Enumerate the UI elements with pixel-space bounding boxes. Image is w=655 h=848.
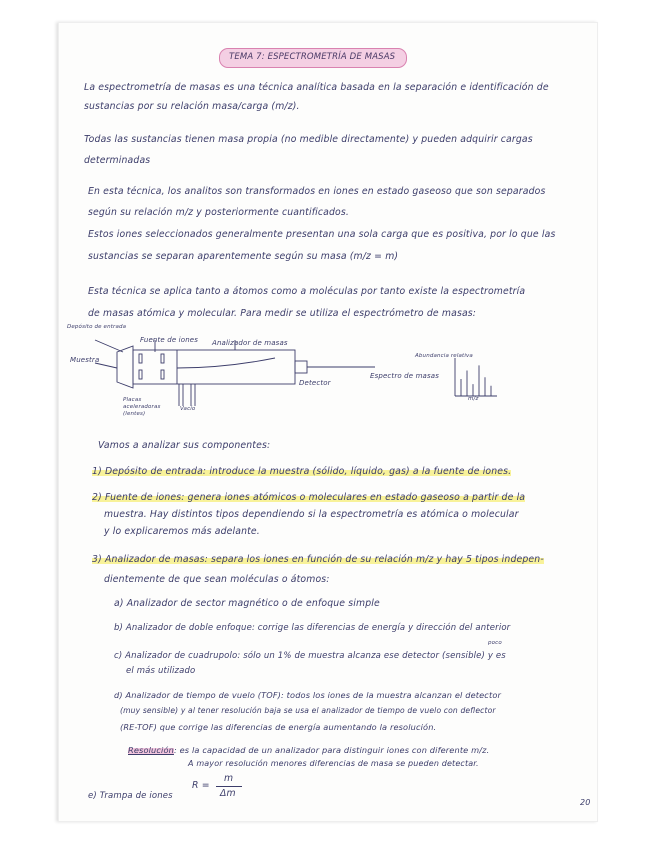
formula-numerator: m bbox=[224, 773, 234, 784]
resolution-line2: A mayor resolución menores diferencias de masa se pueden detectar. bbox=[188, 759, 479, 768]
analyzer-e: e) Trampa de iones bbox=[88, 791, 173, 801]
slit bbox=[139, 354, 142, 363]
component-3-text: 3) Analizador de masas: separa los iones en función de su relación m/z y hay 5 tipos indepen- bbox=[92, 554, 544, 565]
component-2-line3: y lo explicaremos más adelante. bbox=[104, 526, 260, 537]
slit bbox=[161, 354, 164, 363]
intro-p5-line1: Esta técnica se aplica tanto a átomos como a moléculas por tanto existe la espectrometría bbox=[88, 286, 526, 297]
component-1 bbox=[92, 466, 511, 478]
analyzer-d-line2: (muy sensible) y al tener resolución baja se usa el analizador de tiempo de vuelo con deflector bbox=[120, 706, 496, 715]
component-2-text: 2) Fuente de iones: genera iones atómicos o moleculares en estado gaseoso a partir de la bbox=[92, 492, 526, 503]
component-2-line2: muestra. Hay distintos tipos dependiendo si la espectrometría es atómica o molecular bbox=[104, 509, 519, 520]
formula-r: R = bbox=[192, 780, 210, 791]
spectrometer-body bbox=[133, 350, 295, 384]
label-sample: Muestra bbox=[70, 356, 100, 364]
page-title: TEMA 7: ESPECTROMETRÍA DE MASAS bbox=[229, 52, 396, 62]
label-vacuum: Vacío bbox=[180, 406, 196, 412]
intro-p2-line2: determinadas bbox=[84, 155, 151, 166]
label-spectrum: Espectro de masas bbox=[370, 372, 440, 380]
label-analyzer: Analizador de masas bbox=[212, 339, 288, 347]
analyzer-c-line2: el más utilizado bbox=[126, 666, 196, 676]
label-detector: Detector bbox=[299, 379, 331, 387]
component-2-line1 bbox=[92, 492, 525, 504]
label-mz: m/z bbox=[468, 396, 479, 402]
intro-p3-line2: según su relación m/z y posteriormente cuantificados. bbox=[88, 207, 349, 218]
analyzer-c-line1: c) Analizador de cuadrupolo: sólo un 1% de muestra alcanza ese detector (sensible) y es bbox=[114, 651, 506, 661]
components-intro: Vamos a analizar sus componentes: bbox=[98, 440, 271, 451]
intro-p4-line1: Estos iones seleccionados generalmente presentan una sola carga que es positiva, por lo que las bbox=[88, 229, 556, 240]
intro-p1-line2: sustancias por su relación masa/carga (m/z). bbox=[84, 101, 300, 112]
analyzer-d-line1: d) Analizador de tiempo de vuelo (TOF): todos los iones de la muestra alcanzan el detector bbox=[114, 690, 501, 700]
intro-p3-line1: En esta técnica, los analitos son transformados en iones en estado gaseoso que son separados bbox=[88, 186, 546, 197]
detector-box bbox=[295, 361, 307, 373]
slit bbox=[161, 370, 164, 379]
intro-p5-line2: de masas atómica y molecular. Para medir se utiliza el espectrómetro de masas: bbox=[88, 308, 477, 319]
formula-fraction-bar bbox=[216, 786, 242, 787]
leader-line bbox=[95, 340, 123, 352]
label-source: Fuente de iones bbox=[140, 336, 199, 344]
analyzer-d-line3: (RE-TOF) que corrige las diferencias de energía aumentando la resolución. bbox=[120, 722, 437, 732]
label-plates: Placas aceleradoras (lentes) bbox=[123, 397, 161, 417]
label-deposit: Depósito de entrada bbox=[67, 324, 127, 330]
slit bbox=[139, 370, 142, 379]
analyzer-b: b) Analizador de doble enfoque: corrige las diferencias de energía y dirección del anterior bbox=[114, 623, 511, 633]
intro-p1-line1: La espectrometría de masas es una técnica analítica basada en la separación e identificación de bbox=[84, 82, 549, 93]
inlet-deposit bbox=[117, 346, 133, 388]
resolution-line1 bbox=[128, 744, 489, 756]
component-3-line1 bbox=[92, 554, 544, 566]
intro-p4-line2: sustancias se separan aparentemente según su masa (m/z = m) bbox=[88, 251, 399, 262]
intro-p2-line1: Todas las sustancias tienen masa propia (no medible directamente) y pueden adquirir cargas bbox=[84, 134, 533, 145]
resolution-term: Resolución bbox=[128, 745, 174, 755]
component-3-line2: dientemente de que sean moléculas o átomos: bbox=[104, 574, 330, 585]
label-abundance: Abundancia relativa bbox=[415, 353, 473, 359]
analyzer-c-annotation: poco bbox=[488, 640, 502, 646]
resolution-definition: : es la capacidad de un analizador para distinguir iones con diferente m/z. bbox=[173, 745, 490, 755]
page-number: 20 bbox=[580, 798, 591, 807]
component-1-text: 1) Depósito de entrada: introduce la muestra (sólido, líquido, gas) a la fuente de iones. bbox=[92, 466, 512, 477]
ion-path bbox=[177, 358, 275, 368]
analyzer-a: a) Analizador de sector magnético o de enfoque simple bbox=[114, 598, 380, 609]
spectrum-peaks bbox=[461, 365, 491, 396]
formula-denominator: Δm bbox=[220, 788, 236, 799]
